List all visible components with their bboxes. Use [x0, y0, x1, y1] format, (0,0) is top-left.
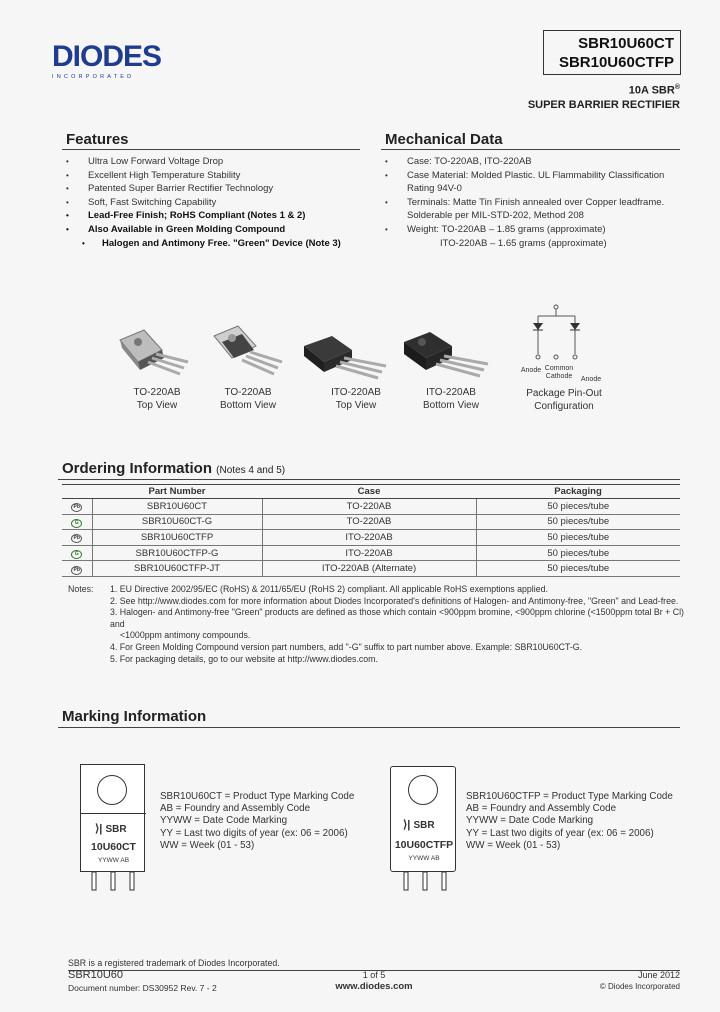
- table-cell: SBR10U60CTFP-JT: [92, 561, 262, 577]
- feature-item: • Lead-Free Finish; RoHS Compliant (Notes 1 & 2): [66, 209, 366, 223]
- features-title: Features: [66, 131, 129, 148]
- marking-logo: [95, 823, 127, 836]
- pin-common-label: Common: [544, 365, 574, 372]
- table-cell: ITO-220AB: [262, 545, 476, 561]
- table-header: Part Number: [92, 485, 262, 499]
- table-cell: 50 pieces/tube: [476, 561, 680, 577]
- to220-top-view-image: [112, 322, 192, 382]
- marking-title: Marking Information: [62, 708, 207, 725]
- leads-icon: [86, 872, 140, 892]
- feature-item: • Also Available in Green Molding Compound: [66, 223, 366, 237]
- pkg-caption-line: TO-220AB: [224, 387, 272, 398]
- mech-item: • Weight: TO-220AB – 1.85 grams (approximate): [385, 223, 685, 237]
- ordering-notes: [68, 584, 688, 665]
- pkg-caption-2: [203, 387, 293, 412]
- ordering-note: (Notes 4 and 5): [216, 465, 286, 476]
- mech-item: Rating 94V-0: [407, 183, 462, 195]
- legend-line: SBR10U60CTFP = Product Type Marking Code: [466, 791, 673, 802]
- marking-part: 10U60CTFP: [394, 839, 454, 851]
- mech-item: • Case: TO-220AB, ITO-220AB: [385, 155, 685, 169]
- registered-mark: ®: [674, 84, 680, 91]
- rohs-icon: [62, 530, 92, 546]
- footer-part: SBR10U60: [68, 969, 124, 981]
- table-header-row: [62, 485, 680, 499]
- rohs-icon-text: Pb: [71, 534, 82, 543]
- pkg-caption-3: [311, 387, 401, 412]
- pkg-caption-1: [112, 387, 202, 412]
- footer-website-link[interactable]: www.diodes.com: [335, 981, 413, 992]
- marking-code: YYWW AB: [408, 855, 440, 862]
- mech-item: ITO-220AB – 1.65 grams (approximate): [440, 237, 607, 249]
- footer-copyright: © Diodes Incorporated: [599, 982, 680, 991]
- note-item: <1000ppm antimony compounds.: [120, 630, 251, 641]
- table-cell: ITO-220AB (Alternate): [262, 561, 476, 577]
- note-item: 3. Halogen- and Antimony-free "Green" products are defined as those which contain <900ppm bromine, <900ppm chlorine (<1500ppm total Br + Cl) and: [110, 607, 684, 629]
- marking-logo-text: SBR: [105, 824, 127, 835]
- ito220-marking-drawing: [390, 766, 456, 872]
- legend-line: SBR10U60CT = Product Type Marking Code: [160, 791, 355, 802]
- tab-line: [81, 813, 146, 814]
- features-list: [66, 155, 366, 250]
- ordering-table: [62, 484, 680, 577]
- pin-cathode-label: Cathode: [545, 373, 573, 380]
- rohs-icon: [62, 499, 92, 515]
- table-row: [62, 545, 680, 561]
- table-row: [62, 561, 680, 577]
- subtitle-rating: 10A SBR: [628, 84, 675, 97]
- table-cell: 50 pieces/tube: [476, 499, 680, 515]
- note-item: 1. EU Directive 2002/95/EC (RoHS) & 2011/65/EU (RoHS 2) compliant. All applicable RoHS exemptions applied.: [110, 584, 548, 594]
- marking-code: YYWW AB: [97, 857, 130, 864]
- feature-item: • Ultra Low Forward Voltage Drop: [66, 155, 366, 169]
- table-cell: SBR10U60CT: [92, 499, 262, 515]
- legend-line: YY = Last two digits of year (ex: 06 = 2006): [466, 827, 654, 839]
- legend-line: WW = Week (01 - 53): [160, 839, 255, 851]
- pkg-caption-line: Bottom View: [423, 399, 479, 411]
- note-item: 5. For packaging details, go to our website at http://www.diodes.com.: [110, 653, 378, 664]
- table-row: [62, 499, 680, 515]
- green-icon-text: G: [71, 519, 82, 528]
- legend-line: YYWW = Date Code Marking: [160, 815, 288, 827]
- footer-docnum: Document number: DS30952 Rev. 7 - 2: [68, 983, 217, 993]
- note-item: 4. For Green Molding Compound version part numbers, add "-G" suffix to part number above. Example: SBR10U60CT-G.: [110, 641, 583, 652]
- mounting-hole: [97, 775, 127, 805]
- leads-icon: [398, 872, 452, 892]
- part-number-1: SBR10U60CT: [578, 35, 674, 52]
- pin-anode-right: Anode: [580, 376, 602, 383]
- pkg-caption-line: ITO-220AB: [331, 387, 381, 398]
- pkg-caption-line: Bottom View: [220, 399, 276, 411]
- footer-date: June 2012: [637, 970, 680, 980]
- table-row: [62, 514, 680, 530]
- mech-item: Solderable per MIL-STD-202, Method 208: [407, 210, 584, 222]
- pkg-caption-5: [518, 388, 610, 413]
- marking-heading: [58, 708, 680, 728]
- part-number-2: SBR10U60CTFP: [558, 54, 674, 71]
- marking-logo-text: SBR: [413, 820, 435, 831]
- green-icon: [62, 514, 92, 530]
- part-number-box: [543, 30, 681, 75]
- mechanical-list: [385, 155, 685, 250]
- table-header: Case: [262, 485, 476, 499]
- legend-line: WW = Week (01 - 53): [466, 839, 561, 851]
- pkg-caption-4: [406, 387, 496, 412]
- note-item: 2. See http://www.diodes.com for more information about Diodes Incorporated's definitions of Halogen- and Antimony-free, "Green" and Lead-free.: [110, 595, 679, 606]
- mechanical-heading: [381, 131, 680, 150]
- rohs-icon-text: Pb: [71, 503, 82, 512]
- logo-word: DIODES: [52, 40, 162, 73]
- logo-sub: INCORPORATED: [52, 74, 135, 80]
- feature-item: • Excellent High Temperature Stability: [66, 169, 366, 183]
- ito220-bottom-view-image: [400, 326, 492, 384]
- marking-logo: [403, 819, 435, 832]
- mech-item: • Terminals: Matte Tin Finish annealed over Copper leadframe.: [385, 196, 685, 210]
- table-header-icon: [62, 485, 92, 499]
- diodes-mini-logo-icon: ⟩|: [95, 823, 106, 835]
- legend-line: YYWW = Date Code Marking: [466, 815, 594, 827]
- mech-item: • Case Material: Molded Plastic. UL Flammability Classification: [385, 169, 685, 183]
- feature-item: • Halogen and Antimony Free. "Green" Device (Note 3): [66, 237, 366, 251]
- marking-legend-left: [160, 791, 354, 852]
- feature-item: • Patented Super Barrier Rectifier Technology: [66, 182, 366, 196]
- notes-label: Notes:: [68, 584, 94, 594]
- ordering-title: Ordering Information: [62, 460, 212, 477]
- mounting-hole: [408, 775, 438, 805]
- rohs-icon-text: Pb: [71, 566, 82, 575]
- diodes-mini-logo-icon: ⟩|: [403, 819, 414, 831]
- trademark-note: SBR is a registered trademark of Diodes Incorporated.: [68, 958, 280, 968]
- pkg-caption-line: ITO-220AB: [426, 387, 476, 398]
- pkg-caption-line: Top View: [136, 399, 178, 411]
- to220-bottom-view-image: [208, 320, 288, 382]
- legend-line: AB = Foundry and Assembly Code: [160, 803, 311, 815]
- pkg-caption-line: TO-220AB: [133, 387, 181, 398]
- table-cell: TO-220AB: [262, 499, 476, 515]
- notes-list: [110, 584, 688, 665]
- table-cell: SBR10U60CT-G: [92, 514, 262, 530]
- table-cell: TO-220AB: [262, 514, 476, 530]
- rohs-icon: [62, 561, 92, 577]
- table-cell: 50 pieces/tube: [476, 545, 680, 561]
- pin-common-cathode: [541, 365, 577, 381]
- marking-legend-right: [466, 791, 673, 852]
- ordering-heading: [58, 460, 680, 480]
- feature-item: • Soft, Fast Switching Capability: [66, 196, 366, 210]
- table-cell: 50 pieces/tube: [476, 530, 680, 546]
- table-cell: SBR10U60CTFP: [92, 530, 262, 546]
- green-icon-text: G: [71, 550, 82, 559]
- legend-line: YY = Last two digits of year (ex: 06 = 2006): [160, 827, 348, 839]
- pkg-caption-line: Configuration: [534, 400, 594, 412]
- to220-marking-drawing: [80, 764, 145, 872]
- features-heading: [62, 131, 360, 150]
- green-icon: [62, 545, 92, 561]
- pin-anode-left: Anode: [520, 367, 542, 374]
- pkg-caption-line: Top View: [335, 399, 377, 411]
- footer-page: 1 of 5: [362, 970, 386, 980]
- table-cell: 50 pieces/tube: [476, 514, 680, 530]
- product-subtitle: [528, 81, 680, 112]
- table-cell: ITO-220AB: [262, 530, 476, 546]
- table-cell: SBR10U60CTFP-G: [92, 545, 262, 561]
- ito220-top-view-image: [300, 328, 392, 384]
- legend-line: AB = Foundry and Assembly Code: [466, 803, 617, 815]
- mechanical-title: Mechanical Data: [385, 131, 503, 148]
- table-row: [62, 530, 680, 546]
- marking-part: 10U60CT: [91, 841, 136, 853]
- pkg-caption-line: Package Pin-Out: [526, 388, 602, 399]
- subtitle-type: SUPER BARRIER RECTIFIER: [527, 98, 680, 111]
- diodes-logo: [52, 42, 161, 80]
- table-header: Packaging: [476, 485, 680, 499]
